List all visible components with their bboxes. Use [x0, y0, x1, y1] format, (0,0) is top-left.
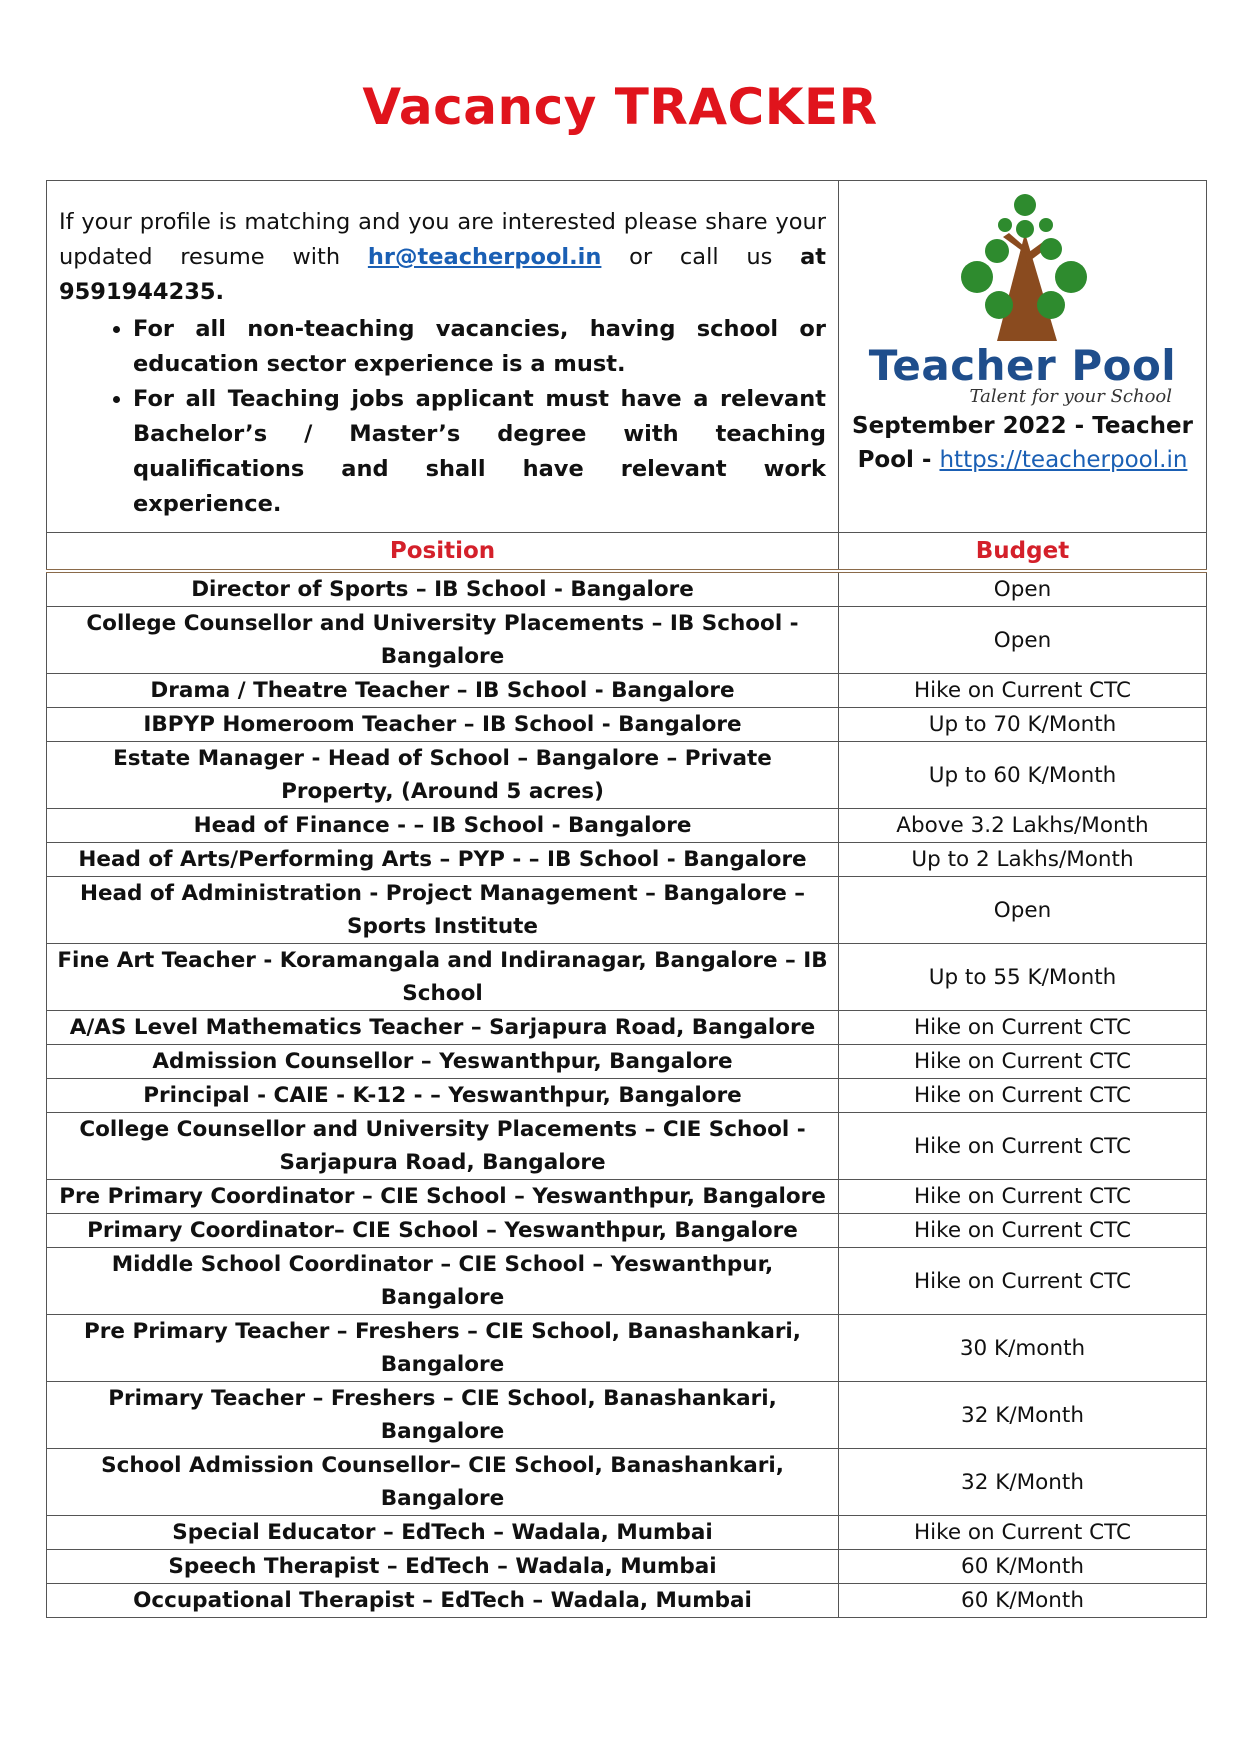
- table-row: [47, 1248, 1207, 1315]
- table-row: [47, 571, 1207, 607]
- email-link[interactable]: hr@teacherpool.in: [367, 244, 602, 270]
- table-row: [47, 742, 1207, 809]
- table-row: [47, 708, 1207, 742]
- position-cell: Occupational Therapist – EdTech – Wadala, Mumbai: [47, 1584, 839, 1618]
- table-row: [47, 674, 1207, 708]
- budget-cell: Up to 60 K/Month: [839, 742, 1207, 809]
- position-cell: College Counsellor and University Placements – IB School - Bangalore: [47, 607, 839, 674]
- table-row: [47, 1550, 1207, 1584]
- budget-cell: Hike on Current CTC: [839, 1214, 1207, 1248]
- position-cell: Primary Coordinator– CIE School – Yeswanthpur, Bangalore: [47, 1214, 839, 1248]
- caption-text: September 2022 - Teacher Pool: [852, 413, 1193, 473]
- position-cell: A/AS Level Mathematics Teacher – Sarjapura Road, Bangalore: [47, 1011, 839, 1045]
- budget-cell: Open: [839, 571, 1207, 607]
- table-row: [47, 1214, 1207, 1248]
- position-header: Position: [47, 533, 839, 572]
- logo-caption: [839, 409, 1206, 477]
- position-cell: School Admission Counsellor– CIE School, Banashankari, Bangalore: [47, 1449, 839, 1516]
- table-row: [47, 877, 1207, 944]
- position-cell: Pre Primary Coordinator – CIE School – Yeswanthpur, Bangalore: [47, 1180, 839, 1214]
- budget-cell: 60 K/Month: [839, 1584, 1207, 1618]
- table-row: [47, 1449, 1207, 1516]
- intro-text: If your profile is matching and you are interested please share your updated resume with: [59, 209, 826, 270]
- budget-header: Budget: [839, 533, 1207, 572]
- budget-cell: Up to 55 K/Month: [839, 944, 1207, 1011]
- budget-cell: 60 K/Month: [839, 1550, 1207, 1584]
- tree-logo-icon: [953, 193, 1093, 343]
- position-cell: Principal - CAIE - K-12 - – Yeswanthpur, Bangalore: [47, 1079, 839, 1113]
- position-cell: Head of Administration - Project Management – Bangalore – Sports Institute: [47, 877, 839, 944]
- budget-cell: Open: [839, 607, 1207, 674]
- brand-name: Teacher Pool: [868, 341, 1177, 390]
- table-row: [47, 607, 1207, 674]
- intro-panel: [47, 181, 839, 533]
- budget-cell: 32 K/Month: [839, 1382, 1207, 1449]
- intro-paragraph: [59, 205, 826, 310]
- phone-number: 9591944235.: [59, 279, 225, 305]
- position-cell: Primary Teacher – Freshers – CIE School, Banashankari, Bangalore: [47, 1382, 839, 1449]
- position-cell: Fine Art Teacher - Koramangala and Indiranagar, Bangalore – IB School: [47, 944, 839, 1011]
- table-row: [47, 1113, 1207, 1180]
- budget-cell: Hike on Current CTC: [839, 1045, 1207, 1079]
- budget-cell: Hike on Current CTC: [839, 1180, 1207, 1214]
- budget-cell: Hike on Current CTC: [839, 1113, 1207, 1180]
- budget-cell: Open: [839, 877, 1207, 944]
- position-cell: Pre Primary Teacher – Freshers – CIE School, Banashankari, Bangalore: [47, 1315, 839, 1382]
- page-title: Vacancy TRACKER: [362, 78, 878, 136]
- intro-row: [47, 181, 1207, 533]
- table-row: [47, 843, 1207, 877]
- table-row: [47, 1045, 1207, 1079]
- budget-cell: Hike on Current CTC: [839, 1011, 1207, 1045]
- budget-cell: Hike on Current CTC: [839, 674, 1207, 708]
- budget-cell: Hike on Current CTC: [839, 1516, 1207, 1550]
- position-cell: Speech Therapist – EdTech – Wadala, Mumbai: [47, 1550, 839, 1584]
- position-cell: Drama / Theatre Teacher – IB School - Bangalore: [47, 674, 839, 708]
- vacancy-table: [46, 180, 1207, 1618]
- table-row: [47, 1382, 1207, 1449]
- budget-cell: 32 K/Month: [839, 1449, 1207, 1516]
- table-row: [47, 1584, 1207, 1618]
- position-cell: Estate Manager - Head of School – Bangalore – Private Property, (Around 5 acres): [47, 742, 839, 809]
- position-cell: Middle School Coordinator – CIE School – Yeswanthpur, Bangalore: [47, 1248, 839, 1315]
- logo-panel: [839, 181, 1207, 533]
- budget-cell: 30 K/month: [839, 1315, 1207, 1382]
- position-cell: Special Educator – EdTech – Wadala, Mumbai: [47, 1516, 839, 1550]
- website-link[interactable]: https://teacherpool.in: [939, 447, 1188, 473]
- position-cell: IBPYP Homeroom Teacher – IB School - Bangalore: [47, 708, 839, 742]
- table-header: [47, 533, 1207, 572]
- budget-cell: Hike on Current CTC: [839, 1079, 1207, 1113]
- table-row: [47, 1315, 1207, 1382]
- intro-text-middle: or call us: [601, 244, 801, 270]
- table-row: [47, 1011, 1207, 1045]
- table-row: [47, 1516, 1207, 1550]
- caption-separator: -: [913, 447, 940, 473]
- position-cell: Head of Arts/Performing Arts – PYP - – IB School - Bangalore: [47, 843, 839, 877]
- requirement-item: • For all Teaching jobs applicant must have a relevant Bachelor’s / Master’s degree with teaching qualifications and shall have relevant work experience.: [133, 382, 826, 522]
- table-row: [47, 1079, 1207, 1113]
- budget-cell: Above 3.2 Lakhs/Month: [839, 809, 1207, 843]
- requirement-item: • For all non-teaching vacancies, having school or education sector experience is a must.: [133, 312, 826, 382]
- budget-cell: Up to 2 Lakhs/Month: [839, 843, 1207, 877]
- position-cell: College Counsellor and University Placements – CIE School - Sarjapura Road, Bangalore: [47, 1113, 839, 1180]
- phone-prefix: at: [800, 244, 827, 270]
- brand-tagline: Talent for your School: [969, 386, 1172, 407]
- requirements-list: [59, 312, 826, 522]
- budget-cell: Up to 70 K/Month: [839, 708, 1207, 742]
- position-cell: Director of Sports – IB School - Bangalore: [47, 571, 839, 607]
- position-cell: Head of Finance - – IB School - Bangalore: [47, 809, 839, 843]
- position-cell: Admission Counsellor – Yeswanthpur, Bangalore: [47, 1045, 839, 1079]
- table-row: [47, 1180, 1207, 1214]
- budget-cell: Hike on Current CTC: [839, 1248, 1207, 1315]
- table-row: [47, 944, 1207, 1011]
- table-row: [47, 809, 1207, 843]
